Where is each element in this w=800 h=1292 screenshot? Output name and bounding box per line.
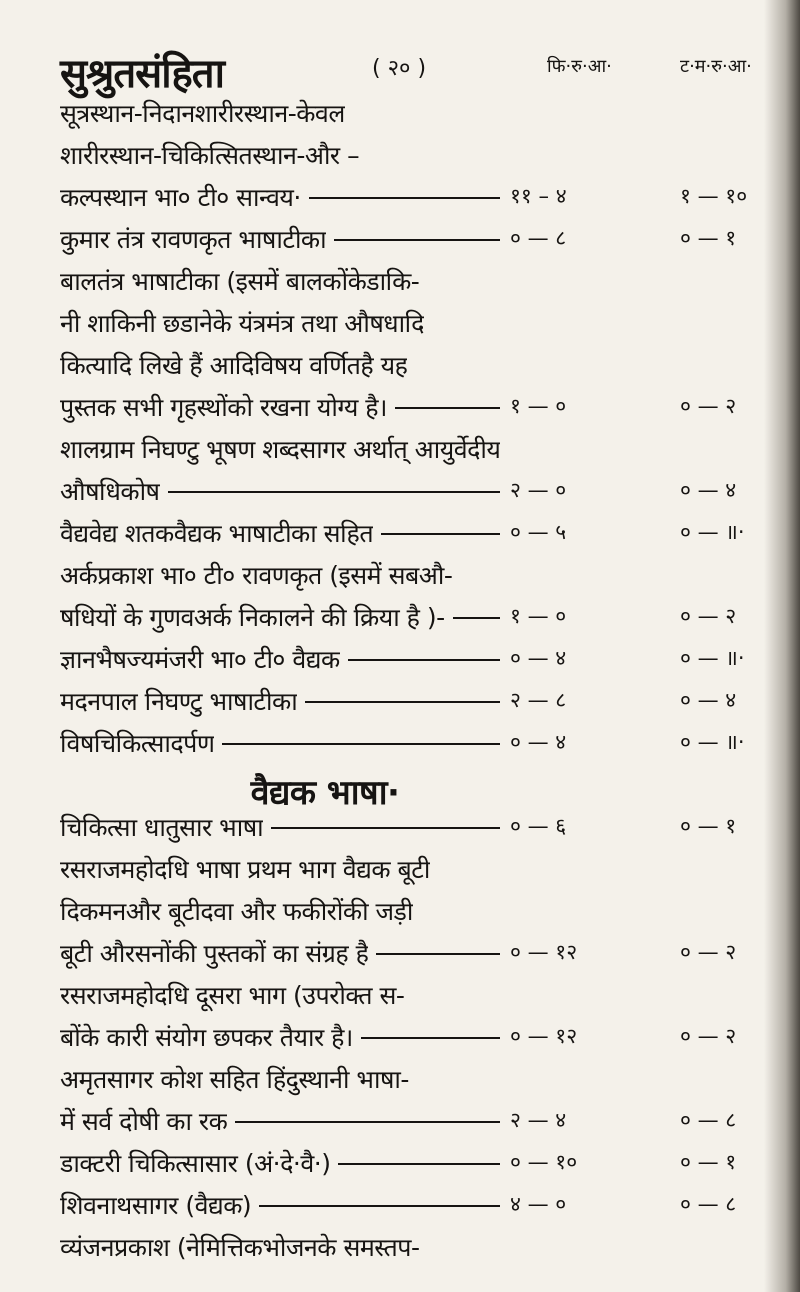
postage-value: ० — १: [680, 226, 737, 250]
postage-value: ० — ४: [680, 688, 737, 712]
item-title: सूत्रस्थान-निदानशारीरस्थान-केवल: [60, 99, 345, 128]
leader-dash: [271, 827, 500, 829]
price-value: ० — ६: [510, 814, 567, 838]
item-title: नी शाकिनी छडानेके यंत्रमंत्र तथा औषधादि: [60, 309, 424, 338]
list-item: [60, 1226, 770, 1268]
item-title: वैद्यवेद्य शतकवैद्यक भाषाटीका सहित: [60, 519, 374, 548]
price-value: ० — १०: [510, 1150, 578, 1174]
item-title: शालग्राम निघण्टु भूषण शब्दसागर अर्थात् आयुर्वेदीय: [60, 435, 501, 464]
list-item: [60, 1184, 770, 1226]
price-value: ० — ८: [510, 226, 567, 250]
leader-dash: [453, 617, 500, 619]
postage-value: ० — २: [680, 1024, 737, 1048]
list-item: [60, 260, 770, 302]
item-title: औषधिकोष: [60, 477, 160, 506]
item-title: दिकमनऔर बूटीदवा और फकीरोंकी जड़ी: [60, 897, 413, 926]
item-title: षधियों के गुणवअर्क निकालने की क्रिया है )-: [60, 603, 445, 632]
leader-dash: [338, 1163, 500, 1165]
section-heading: [60, 764, 770, 813]
book-list: [60, 92, 770, 1268]
item-title: अमृतसागर कोश सहित हिंदुस्थानी भाषा-: [60, 1065, 409, 1094]
postage-value: ० — १: [680, 1150, 737, 1174]
price-value: १ — ०: [510, 394, 567, 418]
item-title: ज्ञानभैषज्यमंजरी भा० टी० वैद्यक: [60, 645, 340, 674]
list-item: [60, 722, 770, 764]
postage-value: ० — ८: [680, 1192, 737, 1216]
item-title: बूटी औरसनोंकी पुस्तकों का संग्रह है: [60, 939, 369, 968]
list-item: [60, 932, 770, 974]
page-number: ( २० ): [372, 56, 427, 81]
leader-dash: [235, 1121, 500, 1123]
list-item: [60, 470, 770, 512]
list-item: [60, 1058, 770, 1100]
list-item: [60, 512, 770, 554]
item-title: कल्पस्थान भा० टी० सान्वय·: [60, 183, 301, 212]
list-item: [60, 596, 770, 638]
item-title: विषचिकित्सादर्पण: [60, 729, 215, 758]
leader-dash: [376, 953, 500, 955]
list-item: [60, 680, 770, 722]
item-title: डाक्टरी चिकित्सासार (अं·दे·वै·): [60, 1149, 331, 1178]
price-value: ११ – ४: [510, 184, 567, 208]
list-item: [60, 890, 770, 932]
item-title: चिकित्सा धातुसार भाषा: [60, 813, 264, 842]
price-value: २ — ८: [510, 688, 567, 712]
list-item: [60, 92, 770, 134]
price-value: ० — ५: [510, 520, 567, 544]
leader-dash: [168, 491, 500, 493]
postage-value: १ — १०: [680, 184, 748, 208]
item-title: अर्कप्रकाश भा० टी० रावणकृत (इसमें सबऔ-: [60, 561, 453, 590]
item-title: शिवनाथसागर (वैद्यक): [60, 1191, 252, 1220]
item-title: बालतंत्र भाषाटीका (इसमें बालकोंकेडाकि-: [60, 267, 420, 296]
leader-dash: [259, 1205, 500, 1207]
list-item: [60, 974, 770, 1016]
item-title: मदनपाल निघण्टु भाषाटीका: [60, 687, 298, 716]
price-value: ४ — ०: [510, 1192, 567, 1216]
item-title: कुमार तंत्र रावणकृत भाषाटीका: [60, 225, 327, 254]
price-column-header-1: फि·रु·आ·: [547, 56, 612, 77]
postage-value: ० — २: [680, 604, 737, 628]
item-title: रसराजमहोदधि भाषा प्रथम भाग वैद्यक बूटी: [60, 855, 430, 884]
list-item: [60, 386, 770, 428]
item-title: शारीरस्थान-चिकित्सितस्थान-और –: [60, 141, 360, 170]
postage-value: ० — ॥·: [680, 730, 745, 754]
postage-value: ० — २: [680, 940, 737, 964]
leader-dash: [348, 659, 500, 661]
price-value: ० — १२: [510, 940, 578, 964]
item-title: रसराजमहोदधि दूसरा भाग (उपरोक्त स-: [60, 981, 405, 1010]
item-title: पुस्तक सभी गृहस्थोंको रखना योग्य है।: [60, 393, 388, 422]
leader-dash: [222, 743, 500, 745]
price-column-header-2: ट·म·रु·आ·: [680, 56, 752, 77]
leader-dash: [395, 407, 500, 409]
list-item: [60, 848, 770, 890]
section-heading-text: वैद्यक भाषा·: [250, 773, 400, 813]
postage-value: ० — ८: [680, 1108, 737, 1132]
item-title: में सर्व दोषी का रक: [60, 1107, 228, 1136]
running-title: सुश्रुतसंहिता: [60, 51, 224, 97]
postage-value: ० — १: [680, 814, 737, 838]
leader-dash: [309, 197, 500, 199]
list-item: [60, 134, 770, 176]
list-item: [60, 428, 770, 470]
price-value: २ — ०: [510, 478, 567, 502]
item-title: कित्यादि लिखे हैं आदिविषय वर्णितहै यह: [60, 351, 408, 380]
item-title: बोंके कारी संयोग छपकर तैयार है।: [60, 1023, 353, 1052]
postage-value: ० — ॥·: [680, 646, 745, 670]
postage-value: ० — ४: [680, 478, 737, 502]
list-item: [60, 176, 770, 218]
list-item: [60, 1016, 770, 1058]
list-item: [60, 806, 770, 848]
list-item: [60, 302, 770, 344]
price-value: ० — १२: [510, 1024, 578, 1048]
price-value: १ — ०: [510, 604, 567, 628]
leader-dash: [334, 239, 500, 241]
item-title: व्यंजनप्रकाश (नेमित्तिकभोजनके समस्तप-: [60, 1233, 420, 1262]
list-item: [60, 218, 770, 260]
list-item: [60, 638, 770, 680]
postage-value: ० — २: [680, 394, 737, 418]
postage-value: ० — ॥·: [680, 520, 745, 544]
leader-dash: [361, 1037, 500, 1039]
list-item: [60, 344, 770, 386]
list-item: [60, 1142, 770, 1184]
price-value: २ — ४: [510, 1108, 567, 1132]
leader-dash: [305, 701, 500, 703]
list-item: [60, 554, 770, 596]
page-header: [60, 44, 780, 97]
leader-dash: [381, 533, 500, 535]
price-value: ० — ४: [510, 730, 567, 754]
list-item: [60, 1100, 770, 1142]
price-value: ० — ४: [510, 646, 567, 670]
